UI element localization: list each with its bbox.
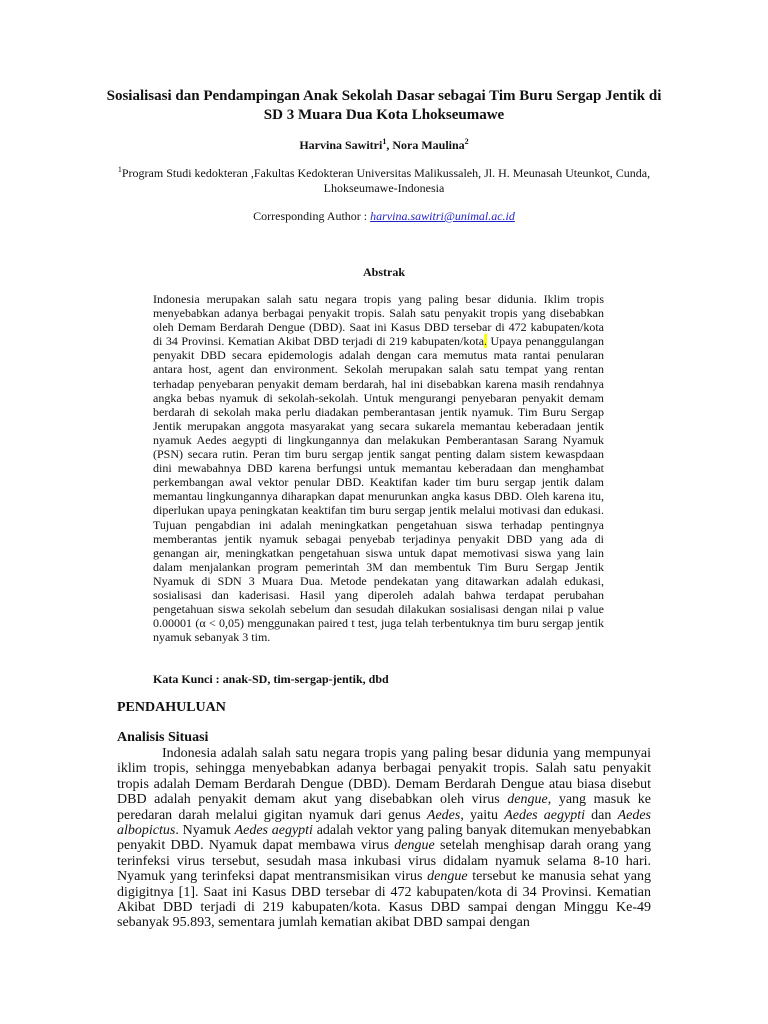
body-run-1: Indonesia adalah salah satu negara tropis yang paling besar didunia yang mempunyai iklim tropis, sehingga menyebabkan adanya berbagai penyakit tropis. Salah satu penyakit tropis adalah Demam Berdarah Dengue (DBD). Demam Berdarah Dengue atau biasa disebut DBD adalah penyakit demam akut yang disebabkan oleh virus [117,746,651,808]
corresponding-email-link[interactable]: harvina.sawitri@unimal.ac.id [370,209,515,223]
body-italic-4: Aedes albopictus [117,807,652,839]
body-run-7: setelah menghisap darah orang yang terinfeksi virus tersebut, sesudah masa inkubasi virus didalam nyamuk selama 8-10 hari. Nyamuk yang terinfeksi dapat mentransmisikan virus [117,838,651,885]
abstract-highlight: . [484,334,488,349]
subsection-heading: Analisis Situasi [117,730,209,745]
affiliation [110,166,658,196]
body-run-5: . Nyamuk [175,823,235,839]
body-italic-6: dengue [394,838,435,854]
abstract-part-1: Indonesia merupakan salah satu negara tropis yang paling besar didunia. Iklim tropis menyebabkan adanya berbagai penyakit tropis. Salah satu penyakit tropis yang disebabkan oleh Demam Berdarah Dengue (DBD). Saat ini Kasus DBD tersebar di 472 kabupaten/kota di 34 Provinsi. Kematian Akibat DBD terjadi di 219 kabupaten/kota [153,292,604,349]
body-run-6: adalah vektor yang paling banyak ditemukan menyebabkan penyakit DBD. Nyamuk dapat membawa virus [117,823,651,854]
author-line [100,138,668,153]
affiliation-mark: 1 [117,165,122,174]
section-heading: PENDAHULUAN [117,700,226,715]
paper-title: Sosialisasi dan Pendampingan Anak Sekolah Dasar sebagai Tim Buru Sergap Jentik di SD 3 Muara Dua Kota Lhokseumawe [106,88,662,123]
author-2: Nora Maulina [392,138,465,152]
body-italic-1: dengue [507,792,548,808]
abstract-part-2: Upaya penanggulangan penyakit DBD secara epidemologis adalah dengan cara memutus mata rantai penularan antara host, agent dan environment. Sekolah merupakan salah satu tempat yang rentan terhadap penyebaran penyakit demam berdarah, hal ini disebabkan karena masih rendahnya angka bebas nyamuk di sekolah-sekolah. Untuk mengurangi penyebaran penyakit demam berdarah di sekolah maka perlu diadakan pemberantasan jentik nyamuk. Tim Buru Sergap Jentik merupakan anggota masyarakat yang secara sukarela memantau keberadaan jentik nyamuk Aedes aegypti di lingkungannya dan melakukan Pemberantasan Sarang Nyamuk (PSN) secara rutin. Peran tim buru sergap jentik sangat penting dalam sistem kewaspdaan dini mewabahnya DBD karena berfungsi untuk memantau keberadaan dan menghambat perkembangan awal vektor penular DBD. Keaktifan kader tim buru sergap jentik dalam memantau lingkungannya diharapkan dapat menurunkan angka kasus DBD. Oleh karena itu, diperlukan upaya peningkatan keaktifan tim buru sergap jentik melalui motivasi dan edukasi. Tujuan pengabdian ini adalah meningkatkan pengetahuan siswa terhadap pentingnya memberantas jentik nyamuk sebagai penyebab terjadinya penyakit DBD yang ada di genangan air, meningkatkan pengetahuan siswa untuk dapat memotivasi siswa yang lain dalam menjalankan program pemerintah 3M dan membentuk Tim Buru Sergap Jentik Nyamuk di SDN 3 Muara Dua. Metode pendekatan yang ditawarkan adalah edukasi, sosialisasi dan kaderisasi. Hasil yang diperoleh adalah bahwa terdapat perubahan pengetahuan siswa sekolah sebelum dan sesudah dilakukan sosialisasi dengan nilai p value 0.00001 (α < 0,05) menggunakan paired t test, juga telah terbentuknya tim buru sergap jentik nyamuk sebanyak 3 tim. [153,334,604,645]
affiliation-text: Program Studi kedokteran ,Fakultas Kedokteran Universitas Malikussaleh, Jl. H. Meunasah Uteunkot, Cunda, Lhokseumawe-Indonesia [121,166,651,195]
keywords: Kata Kunci : anak-SD, tim-sergap-jentik, dbd [153,672,389,686]
author-separator: , [386,138,393,152]
author-1-affil-mark: 1 [382,137,387,146]
body-italic-5: Aedes aegypti [234,823,313,839]
body-run-8: tersebut ke manusia sehat yang digigitnya [1]. Saat ini Kasus DBD tersebar di 472 kabupaten/kota di 34 Provinsi. Kematian Akibat DBD terjadi di 219 kabupaten/kota. Kasus DBD sampai dengan Minggu Ke-49 sebanyak 95.893, sementara jumlah kematian akibat DBD sampai dengan [117,869,651,931]
body-italic-2: Aedes [426,807,461,823]
author-1: Harvina Sawitri [299,138,383,152]
body-run-3: , yaitu [460,807,505,823]
body-run-2: , yang masuk ke peredaran darah melalui gigitan nyamuk dari genus [117,792,652,823]
body-paragraph [117,746,651,931]
abstract-text [153,292,604,644]
author-2-affil-mark: 2 [464,137,469,146]
corresponding-label: Corresponding Author : [253,209,371,223]
body-run-4: dan [585,807,618,823]
abstract-heading: Abstrak [362,265,405,279]
body-italic-3: Aedes aegypti [504,807,585,823]
body-italic-7: dengue [427,869,468,885]
corresponding-author [100,209,668,224]
